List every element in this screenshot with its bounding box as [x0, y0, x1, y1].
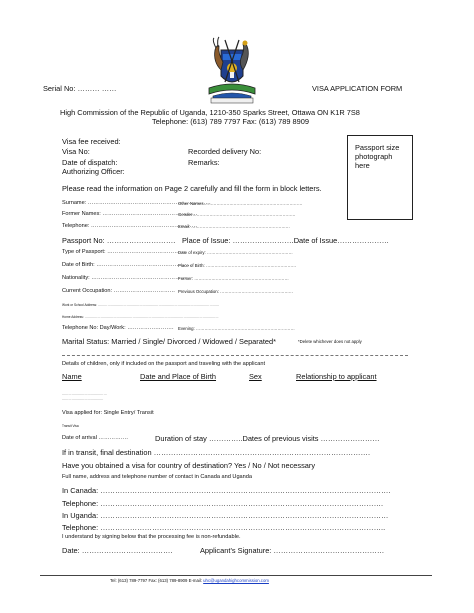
- marital-status-note: *Delete whichever does not apply: [298, 339, 362, 344]
- form-title: VISA APPLICATION FORM: [312, 84, 403, 93]
- telephone-day-field: Telephone No: Day/Work: …………………….: [62, 325, 174, 331]
- place-of-birth-field: Place of Birth: ………………………………………………………: [178, 263, 297, 268]
- place-issue-field: Place of Issue: …………………….Date of Issue…………………: [182, 236, 389, 245]
- former-names-field: Former Names: ……………………………………………: [62, 211, 198, 217]
- footer-text: Tel: (613) 789-7797 Fax: (613) 789-8909 E-mail:: [110, 578, 202, 583]
- surname-field: Surname: …………………………………………………………: [62, 200, 211, 206]
- commission-telephone: Telephone: (613) 789 7797 Fax: (613) 789 8909: [152, 117, 309, 126]
- recorded-delivery-label: Recorded delivery No:: [188, 147, 262, 156]
- date-field: Date: ……………………………….: [62, 546, 173, 555]
- email-field: Email: ……………………………………………………………: [178, 224, 290, 229]
- children-col-dob: Date and Place of Birth: [140, 372, 217, 381]
- contact-canada-field: In Canada: ……………………………………………………………………………………………………….: [62, 486, 391, 495]
- photo-box-line3: here: [355, 161, 370, 170]
- visa-no-label: Visa No:: [62, 147, 90, 156]
- contact-instruction: Full name, address and telephone number of contact in Canada and Uganda: [62, 474, 253, 480]
- children-col-sex: Sex: [249, 372, 262, 381]
- non-refundable-statement: I understand by signing below that the processing fee is non-refundable.: [62, 534, 241, 540]
- contact-canada-telephone: Telephone: …………………………………………………………………………………………………….: [62, 499, 384, 508]
- commission-address: High Commission of the Republic of Uganda, 1210-350 Sparks Street, Ottawa ON K1R 7S8: [60, 108, 360, 117]
- photo-box-line2: photograph: [355, 152, 393, 161]
- footer-contact: [110, 579, 269, 583]
- footer-rule: [40, 575, 432, 576]
- passport-type-field: Type of Passport: ……………………………………: [62, 249, 186, 255]
- visa-fee-label: Visa fee received:: [62, 137, 121, 146]
- previous-occupation-field: Previous Occupation: ……………………………………………: [178, 289, 294, 294]
- authorizing-officer-label: Authorizing Officer:: [62, 167, 125, 176]
- other-names-field: Other Names……………………………………………………………: [178, 201, 303, 206]
- children-col-relationship: Relationship to applicant: [296, 372, 377, 381]
- date-expiry-field: Date of expiry: ……………………………………………………: [178, 250, 293, 255]
- signature-field: Applicant’s Signature: ………………………………………: [200, 546, 385, 555]
- passport-photo-box: [347, 135, 413, 220]
- coat-of-arms-emblem: [199, 36, 265, 106]
- gender-field: Gender………………………………………………………………: [178, 212, 296, 217]
- nationality-field: Nationality: ……………………………………………: [62, 275, 187, 281]
- serial-number: Serial No: ……… ……: [43, 84, 117, 93]
- instruction-text: Please read the information on Page 2 carefully and fill the form in block letters.: [62, 184, 322, 193]
- telephone-evening-field: Evening: ……………………………………………………………: [178, 326, 295, 331]
- current-occupation-field: Current Occupation: ……………………………: [62, 288, 176, 294]
- footer-email-link[interactable]: uhc@ugandahighcommission.com: [203, 578, 269, 583]
- date-dispatch-label: Date of dispatch:: [62, 158, 118, 167]
- section-divider: [62, 355, 408, 356]
- children-col-name: Name: [62, 372, 82, 381]
- transit-destination-field: If in transit, final destination …………………………………………………………………………….: [62, 448, 370, 457]
- telephone-field: Telephone: …………………………………………………: [62, 223, 198, 229]
- children-row-2: …………………………………: [62, 397, 104, 401]
- former-nationality-field: Former: …………………………………………………………: [178, 276, 289, 281]
- contact-uganda-telephone: Telephone: ……………………………………………………………………………………………………..: [62, 523, 386, 532]
- date-of-birth-field: Date of Birth: ……………………………………………: [62, 262, 192, 268]
- marital-status-field: Marital Status: Married / Single/ Divorced / Widowed / Separated*: [62, 337, 277, 346]
- remarks-label: Remarks:: [188, 158, 220, 167]
- photo-box-line1: Passport size: [355, 143, 400, 152]
- contact-uganda-field: In Uganda: ………………………………………………………………………………………………………: [62, 511, 389, 520]
- home-address-field: Home Address: ………………………………………………………………………………………………………………: [62, 315, 219, 319]
- visa-obtained-question: Have you obtained a visa for country of destination? Yes / No / Not necessary: [62, 461, 316, 470]
- passport-no-field: Passport No: ……………………….: [62, 236, 176, 245]
- work-address-field: Work or School Address: ……………………………………………………………………………………………………: [62, 303, 220, 307]
- children-row-1: ……………………………………: [62, 392, 107, 396]
- children-intro: Details of children, only if included on the passport and traveling with the applicant: [62, 361, 266, 367]
- visa-type-field: Visa applied for: Single Entry/ Transit: [62, 410, 154, 416]
- date-arrival-field: Date of arrival …………….: [62, 435, 128, 441]
- transit-visa-small: Transit Visa: [62, 424, 79, 428]
- duration-stay-field: Duration of stay …………..Dates of previous visits ……………………: [155, 434, 380, 443]
